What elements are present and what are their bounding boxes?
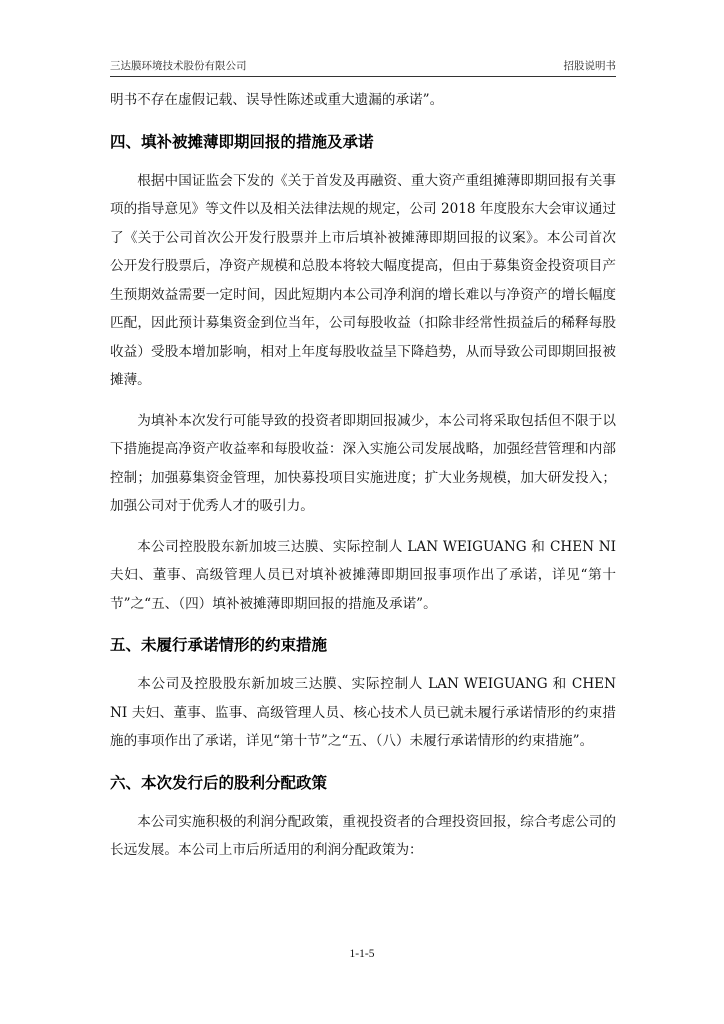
header-company-name: 三达膜环境技术股份有限公司	[110, 60, 247, 72]
page-content	[110, 86, 616, 865]
paragraph-4-1: 根据中国证监会下发的《关于首发及再融资、重大资产重组摊薄即期回报有关事项的指导意见》等文件以及相关法律法规的规定，公司 2018 年度股东大会审议通过了《关于公司首次公开发行股票并上市后填补被摊薄即期回报的议案》。本公司首次公开发行股票后，净资产规模和总股本将较大幅度提高，但由于募集资金投资项目产生预期效益需要一定时间，因此短期内本公司净利润的增长难以与净资产的增长幅度匹配，因此预计募集资金到位当年，公司每股收益（扣除非经常性损益后的稀释每股收益）受股本增加影响，相对上年度每股收益呈下降趋势，从而导致公司即期回报被摊薄。	[110, 172, 616, 388]
page-number: 1-1-5	[349, 948, 375, 960]
paragraph-4-2: 为填补本次发行可能导致的投资者即期回报减少，本公司将采取包括但不限于以下措施提高净资产收益率和每股收益：深入实施公司发展战略，加强经营管理和内部控制；加强募集资金管理，加快募投项目实施进度；扩大业务规模，加大研发投入；加强公司对于优秀人才的吸引力。	[110, 412, 616, 514]
page-header	[110, 58, 616, 77]
paragraph-4-3: 本公司控股股东新加坡三达膜、实际控制人 LAN WEIGUANG 和 CHEN NI 夫妇、董事、高级管理人员已对填补被摊薄即期回报事项作出了承诺，详见“第十节”之“五、（四）填补被摊薄即期回报的措施及承诺”。	[110, 538, 616, 612]
section-heading-6: 六、本次发行后的股利分配政策	[110, 773, 328, 792]
header-document-type: 招股说明书	[563, 60, 616, 72]
section-heading-5: 五、未履行承诺情形的约束措施	[110, 636, 328, 654]
paragraph-6-1: 本公司实施积极的利润分配政策，重视投资者的合理投资回报，综合考虑公司的长远发展。本公司上市后所适用的利润分配政策为：	[110, 813, 616, 858]
section-heading-4: 四、填补被摊薄即期回报的措施及承诺	[110, 132, 374, 151]
paragraph-5-1: 本公司及控股股东新加坡三达膜、实际控制人 LAN WEIGUANG 和 CHEN NI 夫妇、董事、监事、高级管理人员、核心技术人员已就未履行承诺情形的约束措施的事项作出了承诺，详见“第十节”之“五、（八）未履行承诺情形的约束措施”。	[110, 676, 616, 749]
continuation-paragraph: 明书不存在虚假记载、误导性陈述或重大遗漏的承诺”。	[110, 92, 444, 108]
